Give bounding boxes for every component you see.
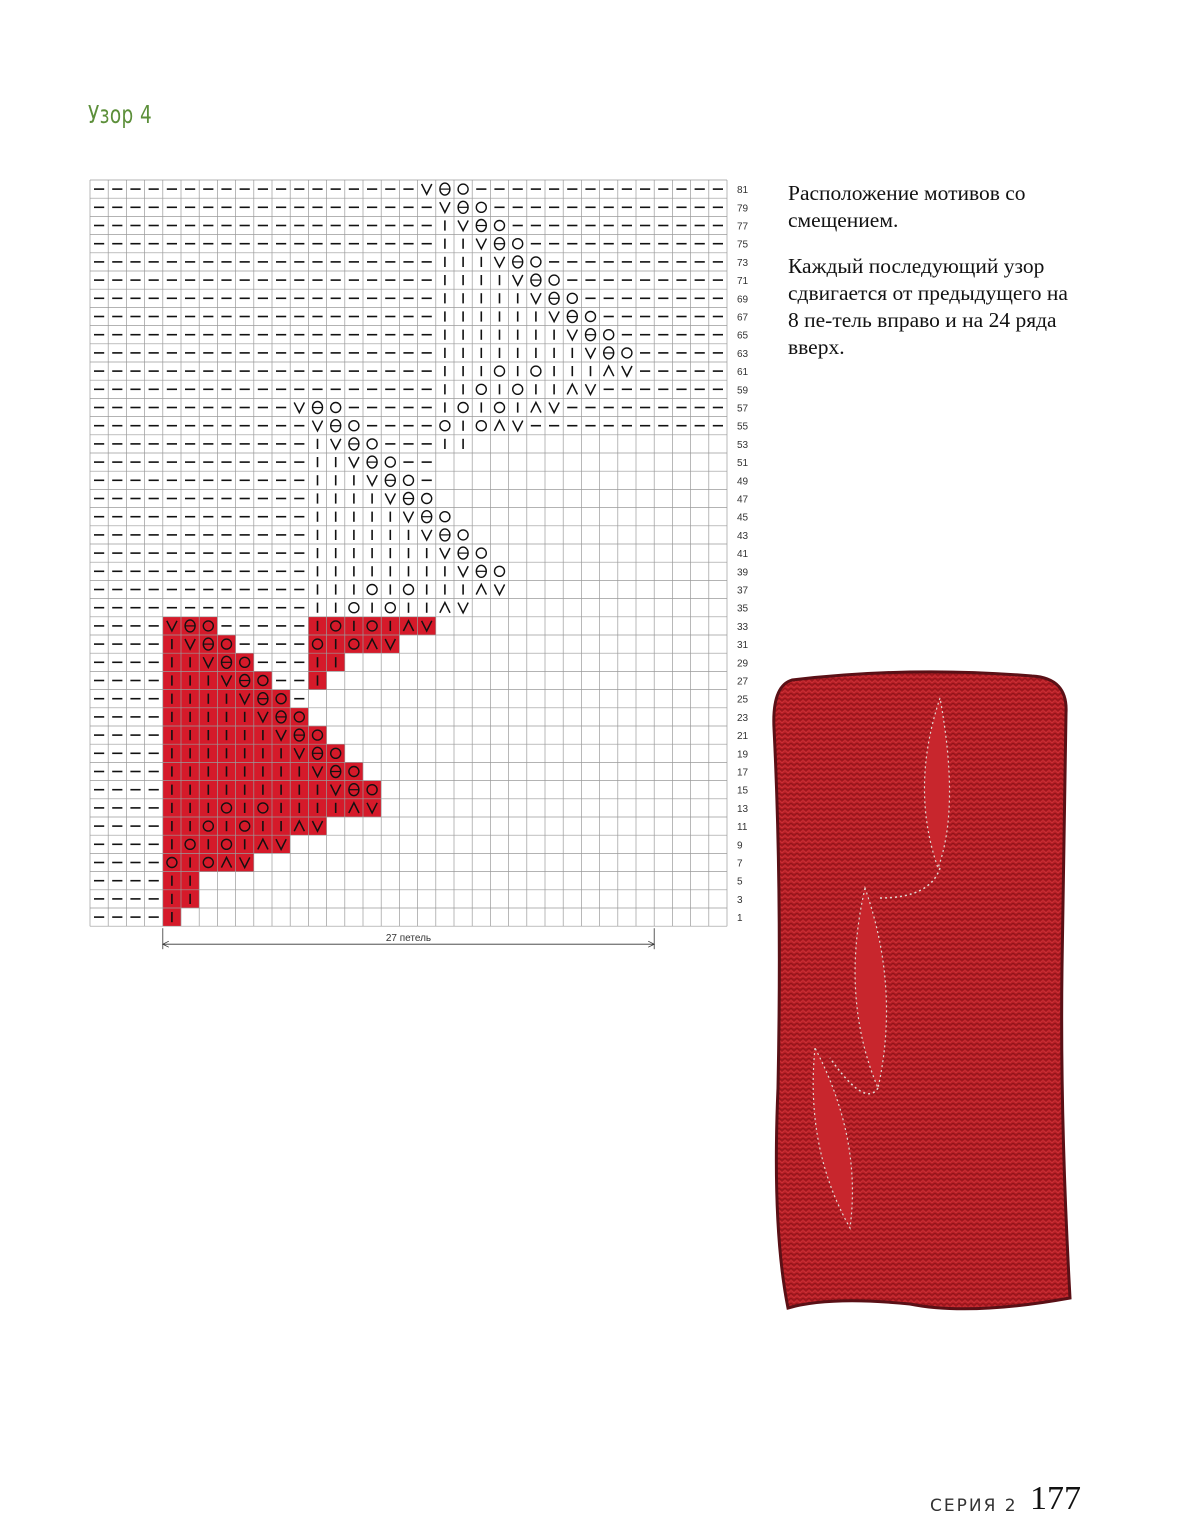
chart-symbol — [458, 530, 468, 540]
chart-row-number: 81 — [737, 185, 749, 197]
chart-symbol — [313, 402, 323, 414]
chart-symbol — [367, 456, 377, 468]
chart-symbol — [585, 348, 595, 358]
chart-symbol — [476, 565, 486, 577]
chart-symbol — [458, 403, 468, 413]
chart-symbol — [567, 330, 577, 340]
chart-symbol — [549, 275, 559, 285]
chart-symbol — [513, 275, 523, 285]
chart-red-cell — [217, 799, 235, 817]
chart-symbol — [531, 402, 541, 412]
chart-red-cell — [254, 799, 272, 817]
chart-row-number: 5 — [737, 876, 743, 888]
chart-row-number: 41 — [737, 549, 749, 561]
chart-symbol — [385, 457, 395, 467]
chart-row-number: 17 — [737, 767, 749, 779]
chart-row-number: 71 — [737, 276, 749, 288]
chart-symbol — [404, 585, 414, 595]
chart-symbol — [458, 547, 468, 559]
chart-symbol — [312, 421, 322, 431]
chart-symbol — [495, 566, 505, 576]
chart-symbol — [331, 403, 341, 413]
chart-symbol — [440, 529, 450, 541]
chart-red-cell — [199, 853, 217, 871]
chart-symbol — [331, 420, 341, 432]
chart-symbol — [622, 366, 632, 376]
chart-red-cell — [363, 617, 381, 635]
chart-symbol — [585, 384, 595, 394]
chart-symbol — [331, 439, 341, 449]
chart-row-number: 33 — [737, 621, 749, 633]
chart-symbol — [513, 384, 523, 394]
chart-symbol — [404, 475, 414, 485]
knitted-swatch-photo — [770, 668, 1090, 1323]
pattern-title: Узор 4 — [88, 100, 153, 129]
chart-symbol — [349, 603, 359, 613]
chart-symbol — [495, 403, 505, 413]
chart-row-number: 3 — [737, 894, 743, 906]
chart-red-cell — [327, 744, 345, 762]
chart-row-number: 75 — [737, 239, 749, 251]
chart-symbol — [440, 421, 450, 431]
chart-symbol — [422, 184, 432, 194]
chart-row-number: 45 — [737, 512, 749, 524]
chart-symbol — [622, 348, 632, 358]
chart-symbol — [476, 220, 486, 232]
chart-symbol — [531, 274, 541, 286]
chart-symbol — [367, 585, 377, 595]
chart-row-number: 35 — [737, 603, 749, 615]
chart-red-cell — [254, 671, 272, 689]
chart-row-number: 59 — [737, 385, 749, 397]
page-number: 177 — [1030, 1480, 1081, 1517]
chart-row-number: 63 — [737, 348, 749, 360]
chart-symbol — [531, 366, 541, 376]
chart-symbol — [440, 512, 450, 522]
chart-symbol — [476, 239, 486, 249]
chart-row-number: 23 — [737, 712, 749, 724]
chart-row-number: 31 — [737, 640, 749, 652]
chart-row-number: 57 — [737, 403, 749, 415]
chart-symbol — [403, 512, 413, 522]
chart-row-number: 7 — [737, 858, 743, 870]
series-label: СЕРИЯ 2 — [930, 1496, 1018, 1516]
chart-symbol — [422, 511, 432, 523]
chart-symbol — [495, 221, 505, 231]
chart-red-cell — [345, 762, 363, 780]
chart-row-number: 53 — [737, 439, 749, 451]
chart-row-number: 13 — [737, 803, 749, 815]
chart-symbol — [513, 239, 523, 249]
chart-symbol — [495, 238, 505, 250]
chart-symbol — [586, 312, 596, 322]
chart-symbol — [458, 603, 468, 613]
chart-row-number: 37 — [737, 585, 749, 597]
chart-row-number: 21 — [737, 731, 749, 743]
chart-symbol — [458, 201, 468, 213]
chart-symbol — [549, 311, 559, 321]
chart-symbol — [422, 530, 432, 540]
chart-symbol — [367, 439, 377, 449]
chart-symbol — [549, 402, 559, 412]
chart-symbol — [604, 330, 614, 340]
chart-row-number: 67 — [737, 312, 749, 324]
chart-row-number: 19 — [737, 749, 749, 761]
chart-symbol — [385, 474, 395, 486]
chart-red-cell — [236, 817, 254, 835]
chart-red-cell — [345, 635, 363, 653]
chart-symbol — [422, 494, 432, 504]
chart-row-number: 47 — [737, 494, 749, 506]
chart-symbol — [494, 421, 504, 431]
chart-row-number: 43 — [737, 530, 749, 542]
chart-symbol — [604, 366, 614, 376]
chart-symbol — [494, 584, 504, 594]
chart-symbol — [549, 292, 559, 304]
chart-red-cell — [236, 653, 254, 671]
chart-red-cell — [363, 781, 381, 799]
chart-symbol — [513, 256, 523, 268]
chart-symbol — [385, 493, 395, 503]
chart-symbol — [495, 366, 505, 376]
chart-symbol — [476, 202, 486, 212]
chart-symbol — [294, 402, 304, 412]
chart-symbol — [440, 202, 450, 212]
chart-symbol — [458, 220, 468, 230]
chart-red-cell — [181, 835, 199, 853]
knitting-chart-svg — [88, 178, 758, 958]
chart-row-number: 29 — [737, 658, 749, 670]
chart-symbol — [531, 257, 541, 267]
chart-row-number: 39 — [737, 567, 749, 579]
chart-symbol — [349, 457, 359, 467]
chart-row-number: 49 — [737, 476, 749, 488]
chart-red-cell — [163, 853, 181, 871]
chart-red-cell — [199, 817, 217, 835]
chart-symbol — [567, 384, 577, 394]
chart-red-cell — [217, 635, 235, 653]
chart-row-number: 61 — [737, 367, 749, 379]
chart-symbol — [385, 603, 395, 613]
chart-red-cell — [327, 617, 345, 635]
chart-row-number: 79 — [737, 203, 749, 215]
chart-symbol — [476, 548, 486, 558]
chart-symbol — [494, 257, 504, 267]
chart-symbol — [586, 329, 596, 341]
chart-row-number: 1 — [737, 913, 743, 925]
chart-symbol — [604, 347, 614, 359]
chart-row-number: 25 — [737, 694, 749, 706]
chart-red-cell — [308, 726, 326, 744]
chart-row-number: 65 — [737, 330, 749, 342]
chart-symbol — [476, 421, 486, 431]
chart-symbol — [458, 566, 468, 576]
chart-symbol — [476, 584, 486, 594]
chart-red-cell — [199, 617, 217, 635]
chart-red-cell — [272, 690, 290, 708]
chart-symbol — [476, 384, 486, 394]
chart-row-number: 55 — [737, 421, 749, 433]
chart-symbol — [567, 311, 577, 323]
chart-row-number: 77 — [737, 221, 749, 233]
chart-symbol — [458, 184, 468, 194]
chart-row-number: 27 — [737, 676, 749, 688]
knitting-chart — [88, 178, 758, 958]
chart-symbol — [531, 293, 541, 303]
chart-symbol — [404, 493, 414, 505]
chart-symbol — [367, 475, 377, 485]
chart-row-number: 11 — [737, 822, 748, 834]
chart-symbol — [349, 438, 359, 450]
chart-row-number: 69 — [737, 294, 749, 306]
chart-red-cell — [217, 835, 235, 853]
chart-red-cell — [290, 708, 308, 726]
chart-width-label: 27 петель — [385, 933, 432, 945]
chart-symbol — [513, 421, 523, 431]
chart-symbol — [440, 548, 450, 558]
chart-red-cell — [308, 635, 326, 653]
pattern-description — [788, 180, 1078, 380]
chart-row-number: 73 — [737, 257, 749, 269]
chart-row-number: 51 — [737, 458, 749, 470]
chart-symbol — [349, 421, 359, 431]
chart-symbol — [440, 603, 450, 613]
description-paragraph-1: Расположение мотивов со смещением. — [788, 181, 1026, 232]
chart-row-number: 15 — [737, 785, 749, 797]
chart-symbol — [567, 293, 577, 303]
chart-symbol — [440, 183, 450, 195]
chart-row-number: 9 — [737, 840, 743, 852]
description-paragraph-2: Каждый последующий узор сдвигается от предыдущего на 8 пе-тель вправо и на 24 ряда вверх. — [788, 254, 1068, 359]
